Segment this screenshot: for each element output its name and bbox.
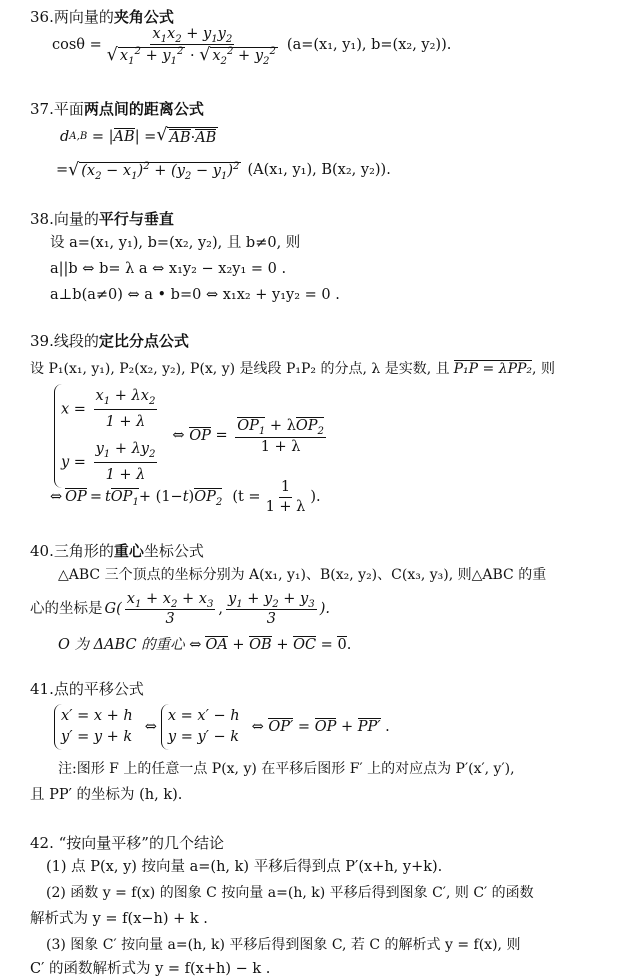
section-38-title [30,212,174,227]
t-definition-end: ). [310,488,321,505]
division-system: x = $\frac{x_1 + \lambda x_2}{1 + \lambda}$ y = $\frac{y_1 + \lambda y_2}{1 + \lambda}$ ⇔ OP = $\frac{OP_1 + \lambda OP_2}{1 + \lambda}$ [54,384,329,488]
angle-formula [52,26,452,67]
centroid-vector-condition: O 为 ΔABC 的重心 ⇔ OA + OB + OC = 0. [58,636,352,653]
parallel-condition: a||b ⇔ b= λ a ⇔ x₁y₂ − x₂y₁ = 0 . [50,261,287,277]
section-36-title [30,10,174,25]
shift-conclusion-2: (2) 函数 y = f(x) 的图象 C 按向量 a=(h, k) 平移后得到图象 C′, 则 C′ 的函数 [46,885,534,901]
centroid-label: 心的坐标是 [30,600,103,617]
angle-fraction: $x_1x_2 + y_1y_2$ √ $x_1^2 + y_1^2$ · √ $x_2^2 + y_2^2$ [106,26,276,67]
section-41-title: 41.点的平移公式 [30,680,144,698]
distance-points: (A(x₁, y₁), B(x₂, y₂)). [247,162,391,179]
translation-brace-2: x = x′ − h y = y′ − k [161,704,244,750]
section-39-premise [30,360,555,377]
centroid-condition-text: O 为 ΔABC 的重心 ⇔ [58,636,202,653]
cos-theta: cosθ = [52,37,102,54]
division-ratio: P₁P = λPP₂ [453,361,533,377]
translation-note-1: 注:图形 F 上的任意一点 P(x, y) 在平移后图形 F′ 上的对应点为 P′(x′, y′), [58,761,515,777]
section-36-title-bold: 夹角公式 [113,8,174,26]
division-vector-form: ⇔ OP = t $OP_1$ + (1− t ) $OP_2$ (t = $\frac{1}{1 + \lambda}$ ). [50,479,321,515]
section-39-title [30,334,189,349]
translation-brace-1: x′ = x + h y′ = y + k [54,704,137,750]
t-definition: (t = [232,488,261,505]
centroid-coordinates: 心的坐标是 G( $\frac{x_1 + x_2 + x_3}{3}$ , $\frac{y_1 + y_2 + y_3}{3}$ ). [30,591,330,627]
shift-conclusion-3: (3) 图象 C′ 按向量 a=(h, k) 平移后得到图象 C, 若 C 的解析式 y = f(x), 则 [46,937,521,953]
section-39-title-text: 39.线段的 [30,332,99,350]
translation-formula: x′ = x + h y′ = y + k ⇔ x = x′ − h y = y′ − k ⇔ OP′ = OP + PP′ . [54,704,390,750]
shift-conclusion-2b: 解析式为 y = f(x−h) + k . [30,911,208,927]
section-40-title [30,544,204,559]
section-37-title-bold: 两点间的距离公式 [83,100,204,118]
parallel-premise: 设 a=(x₁, y₁), b=(x₂, y₂), 且 b≠0, 则 [50,235,301,251]
distance-formula-line2: = √ $(x_2 - x_1)^2 + (y_2 - y_1)^2$ (A(x₁, y₁), B(x₂, y₂)). [56,160,391,182]
distance-formula-line1: d A,B = | AB | = √ AB·AB [60,125,217,146]
section-40-title-bold: 重心 [113,542,144,560]
shift-conclusion-1: (1) 点 P(x, y) 按向量 a=(h, k) 平移后得到点 P′(x+h, y+k). [46,859,443,875]
translation-note-2: 且 PP′ 的坐标为 (h, k). [30,787,183,803]
section-42-title: 42. “按向量平移”的几个结论 [30,834,224,852]
section-37-title-text: 37.平面 [30,100,84,118]
division-then: , 则 [532,360,555,377]
section-38-title-text: 38.向量的 [30,210,99,228]
section-37-title [30,102,204,117]
centroid-premise: △ABC 三个顶点的坐标分别为 A(x₁, y₁)、B(x₂, y₂)、C(x₃, y₃), 则△ABC 的重 [58,567,547,583]
angle-condition: (a=(x₁, y₁), b=(x₂, y₂)). [286,37,452,54]
perpendicular-condition: a⊥b(a≠0) ⇔ a • b=0 ⇔ x₁x₂ + y₁y₂ = 0 . [50,287,340,303]
section-38-title-bold: 平行与垂直 [98,210,174,228]
section-39-title-bold: 定比分点公式 [98,332,189,350]
division-brace: x = $\frac{x_1 + \lambda x_2}{1 + \lambda}$ y = $\frac{y_1 + \lambda y_2}{1 + \lambda}$ [54,384,164,488]
division-premise: 设 P₁(x₁, y₁), P₂(x₂, y₂), P(x, y) 是线段 P₁P₂ 的分点, λ 是实数, 且 [30,360,450,377]
section-36-title-text: 36.两向量的 [30,8,114,26]
section-40-title-text2: 坐标公式 [143,542,204,560]
section-40-title-text: 40.三角形的 [30,542,114,560]
shift-conclusion-3b: C′ 的函数解析式为 y = f(x+h) − k . [30,961,271,977]
